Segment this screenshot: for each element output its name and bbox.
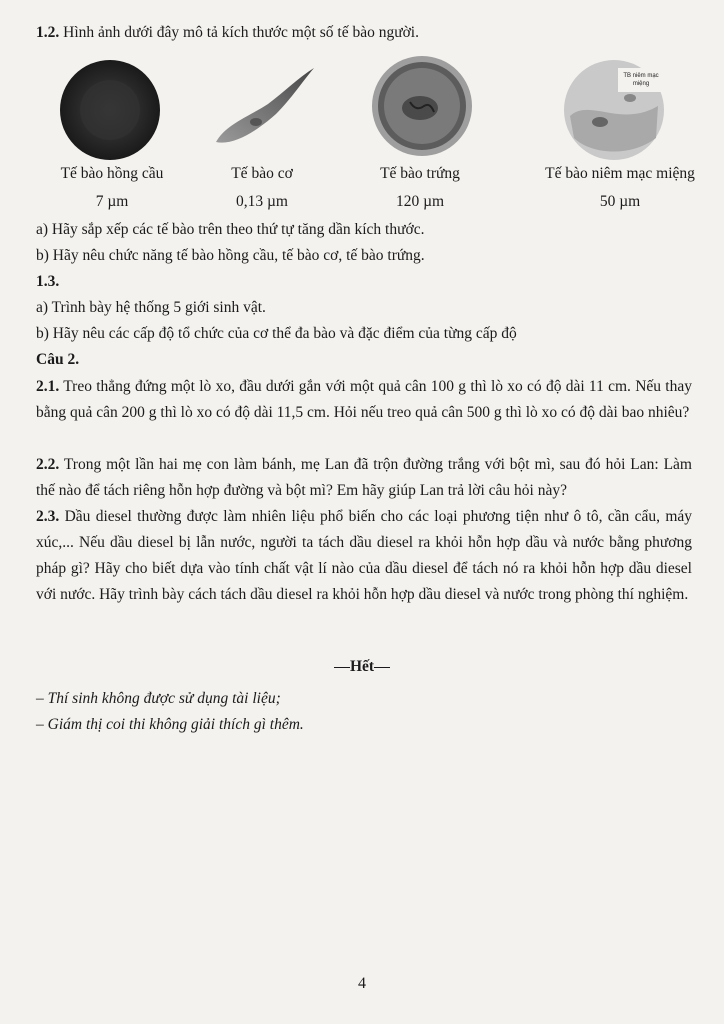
cell-label-egg: Tế bào trứng <box>380 165 460 182</box>
section-cau-2: Câu 2. <box>36 351 80 368</box>
cheek-cell-image <box>560 58 668 162</box>
page-number: 4 <box>358 975 366 992</box>
question-2-1 <box>36 374 692 426</box>
red-blood-cell-image <box>58 58 162 162</box>
question-text: Dầu diesel thường được làm nhiên liệu phổ biến cho các loại phương tiện như ô tô, cần cẩu, máy xúc,... Nếu dầu diesel bị lẫn nước, người ta tách dầu diesel ra khỏi hỗn hợp dầu và nước bằng phương pháp gì? Hãy cho biết dựa vào tính chất vật lí nào của dầu diesel để tách nó ra khỏi hỗn hợp dầu diesel với nước. Hãy trình bày cách tách dầu diesel ra khỏi hỗn hợp dầu diesel và nước trong phòng thí nghiệm. <box>36 508 693 603</box>
cell-label-red-blood: Tế bào hồng cầu <box>60 165 164 182</box>
question-text: Hình ảnh dưới đây mô tả kích thước một số tế bào người. <box>63 24 419 41</box>
question-number: 2.2. <box>36 456 60 473</box>
question-1-2-b: b) Hãy nêu chức năng tế bào hồng cầu, tế bào cơ, tế bào trứng. <box>36 247 425 264</box>
end-dash-right <box>374 667 390 668</box>
note-1: – Thí sinh không được sử dụng tài liệu; <box>36 690 281 707</box>
question-number: 1.2. <box>36 24 60 41</box>
question-1-2-title <box>36 20 692 46</box>
question-1-3-b: b) Hãy nêu các cấp độ tổ chức của cơ thể đa bào và đặc điểm của từng cấp độ <box>36 325 517 342</box>
inset-label-line2: miệng <box>632 81 650 87</box>
cell-size-egg: 120 µm <box>395 193 445 210</box>
question-text: Trong một lần hai mẹ con làm bánh, mẹ Lan đã trộn đường trắng với bột mì, sau đó hỏi Lan: Làm thế nào để tách riêng hỗn hợp đường và bột mì? Em hãy giúp Lan trả lời câu hỏi này? <box>36 456 692 499</box>
cell-label-muscle: Tế bào cơ <box>231 165 293 182</box>
question-1-3-title: 1.3. <box>36 273 60 290</box>
muscle-cell-image <box>210 64 320 150</box>
cell-size-red-blood: 7 µm <box>95 193 129 210</box>
cell-label-cheek: Tế bào niêm mạc miệng <box>545 165 695 182</box>
question-1-2-a: a) Hãy sắp xếp các tế bào trên theo thứ tự tăng dần kích thước. <box>36 221 425 238</box>
end-marker <box>0 658 724 676</box>
end-dash-left <box>334 667 350 668</box>
end-text: Hết <box>349 658 375 675</box>
cell-size-muscle: 0,13 µm <box>236 193 288 210</box>
question-2-2 <box>36 452 692 504</box>
cell-size-cheek: 50 µm <box>599 193 641 210</box>
inset-label-line1: TB niêm mạc <box>623 73 659 79</box>
question-text: Treo thẳng đứng một lò xo, đầu dưới gắn với một quả cân 100 g thì lò xo có độ dài 11 cm. Nếu thay bằng quả cân 200 g thì lò xo có độ dài 11,5 cm. Hỏi nếu treo quả cân 500 g thì lò xo có độ dài bao nhiêu? <box>36 378 692 421</box>
note-2: – Giám thị coi thi không giải thích gì thêm. <box>36 716 304 733</box>
question-number: 2.1. <box>36 378 60 395</box>
question-1-3-a: a) Trình bày hệ thống 5 giới sinh vật. <box>36 299 266 316</box>
question-2-3 <box>36 504 692 608</box>
question-number: 2.3. <box>36 508 60 525</box>
egg-cell-image <box>370 54 474 158</box>
